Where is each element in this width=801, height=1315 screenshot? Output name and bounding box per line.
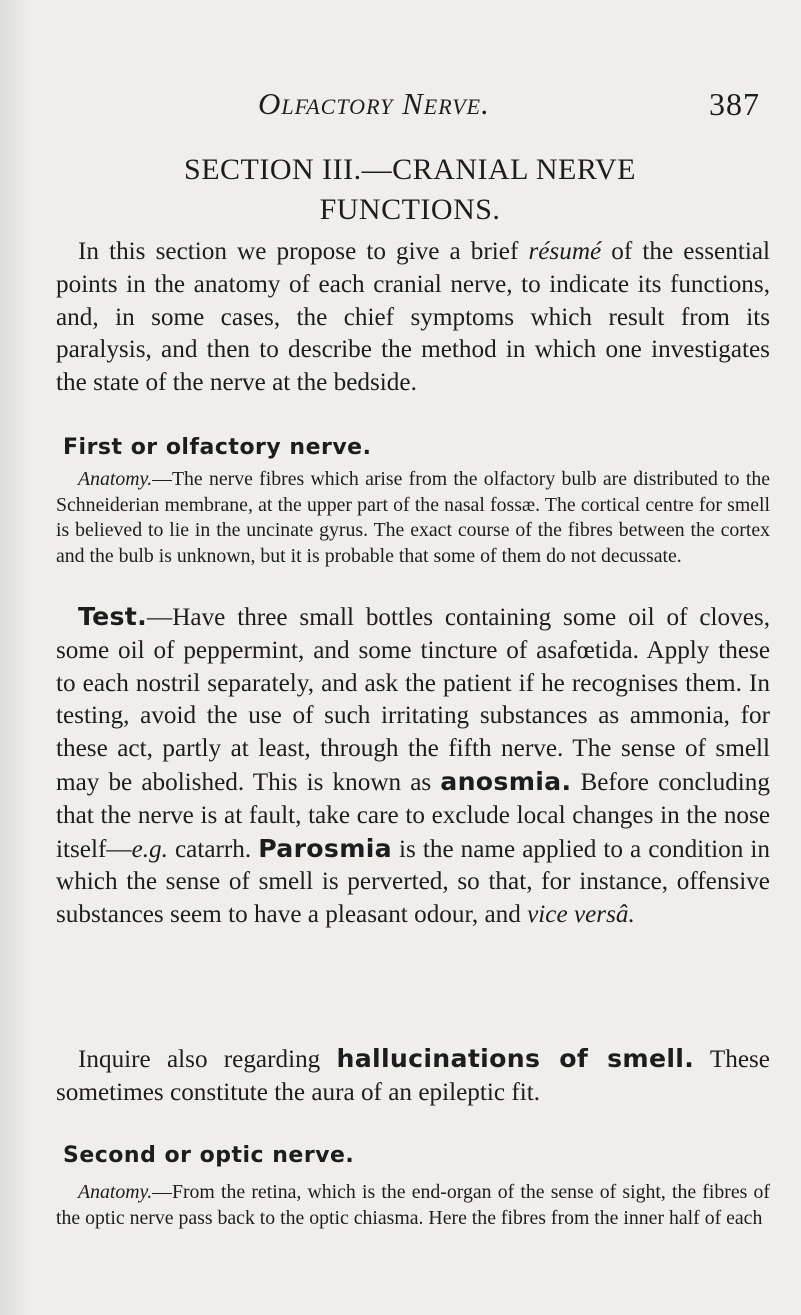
intro-paragraph bbox=[56, 236, 770, 400]
second-anatomy-text: —From the retina, which is the end-organ of the sense of sight, the fibres of the optic nerve pass back to the optic chiasma. Here the fibres from the inner half of each bbox=[56, 1181, 770, 1229]
page-number: 387 bbox=[709, 86, 760, 122]
test-text-1: —Have three small bottles containing some oil of cloves, some oil of peppermint, and some tincture of asafœtida. Apply these to each nostril separately, and ask the patient if he recognises them. In testing, avoid the use of such irritating substances as ammonia, for these act, partly at least, through the fifth nerve. The sense of smell may be abolished. This is known as bbox=[56, 604, 770, 796]
first-nerve-anatomy-paragraph bbox=[56, 467, 770, 569]
inquire-text-pre: Inquire also regarding bbox=[78, 1046, 337, 1073]
hallucinations-term: hallucinations of smell. bbox=[336, 1044, 695, 1073]
test-text-2: Before concluding that the nerve is at fault, take care to exclude local changes in the nose itself— bbox=[56, 768, 770, 863]
intro-text-post: of the essential points in the anatomy of each cranial nerve, to indicate its functions, and, in some cases, the chief symptoms which result from its paralysis, and then to describe the method in which one investigates the state of the nerve at the bedside. bbox=[56, 238, 770, 397]
inquire-text-post: These sometimes constitute the aura of an epileptic fit. bbox=[56, 1046, 770, 1106]
first-nerve-heading: First or olfactory nerve. bbox=[63, 435, 372, 460]
first-anatomy-label: Anatomy. bbox=[78, 468, 153, 490]
hallucinations-paragraph bbox=[56, 1043, 770, 1110]
section-title bbox=[60, 150, 760, 230]
second-anatomy-label: Anatomy. bbox=[78, 1181, 153, 1203]
running-head-title: Olfactory Nerve. bbox=[258, 86, 490, 121]
first-anatomy-text: —The nerve fibres which arise from the olfactory bulb are distributed to the Schneiderian membrane, at the upper part of the nasal fossæ. The cortical centre for smell is believed to lie in the uncinate gyrus. The exact course of the fibres between the cortex and the bulb is unknown, but it is probable that some of them do not decussate. bbox=[56, 468, 770, 567]
intro-text-pre: In this section we propose to give a brief bbox=[78, 238, 529, 265]
first-nerve-test-paragraph bbox=[56, 601, 770, 932]
section-title-line-1: SECTION III.—CRANIAL NERVE bbox=[184, 153, 636, 186]
intro-resume: résumé bbox=[528, 238, 602, 265]
test-label: Test. bbox=[78, 602, 148, 631]
section-title-line-2: FUNCTIONS. bbox=[319, 193, 501, 226]
test-text-3: catarrh. bbox=[167, 835, 259, 863]
running-head bbox=[248, 86, 768, 126]
parosmia-term: Parosmia bbox=[258, 833, 392, 863]
eg-abbrev: e.g. bbox=[131, 835, 168, 863]
second-nerve-heading: Second or optic nerve. bbox=[63, 1143, 355, 1168]
test-text-4: is the name applied to a condition in which the sense of smell is perverted, so that, for instance, offensive substances seem to have a pleasant odour, and bbox=[56, 835, 770, 929]
vice-versa: vice versâ. bbox=[527, 901, 635, 929]
anosmia-term: anosmia. bbox=[440, 766, 572, 796]
second-nerve-anatomy-paragraph bbox=[56, 1180, 770, 1231]
